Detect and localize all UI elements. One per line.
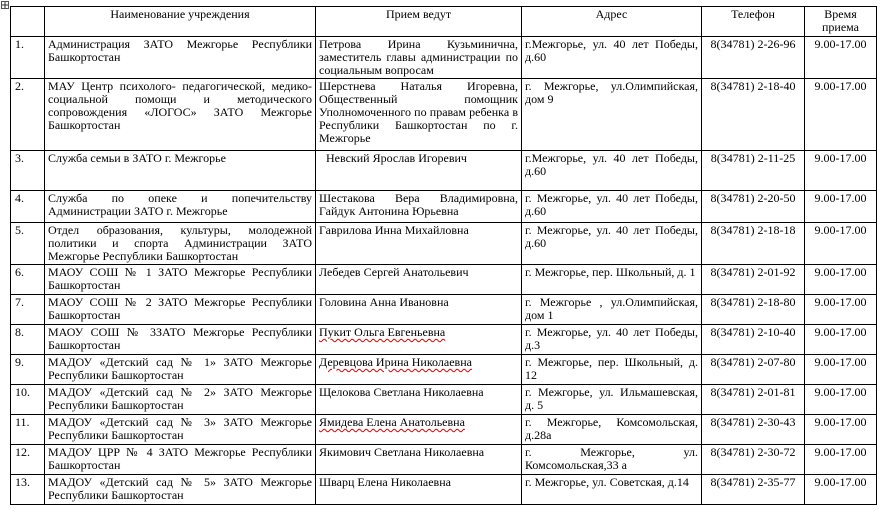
table-row — [11, 223, 877, 265]
row-num: 11. — [11, 415, 45, 445]
row-num: 5. — [11, 223, 45, 265]
row-person — [316, 325, 522, 355]
row-phone: 8(34781) 2-18-40 — [702, 79, 805, 151]
row-num: 3. — [11, 151, 45, 191]
person-name-text: Деревцова Ирина Николаевна — [319, 355, 472, 369]
row-person: Щелокова Светлана Николаевна — [316, 385, 522, 415]
header-num — [11, 7, 45, 37]
row-name: МАДОУ ЦРР № 4 ЗАТО Межгорье Республики Башкортостан — [45, 445, 316, 475]
row-name: МАОУ СОШ № 1 ЗАТО Межгорье Республики Башкортостан — [45, 265, 316, 295]
table-row — [11, 445, 877, 475]
row-num: 4. — [11, 191, 45, 223]
table-header-row — [11, 7, 877, 37]
row-person: Шварц Елена Николаевна — [316, 475, 522, 505]
table-row — [11, 151, 877, 191]
table-row — [11, 191, 877, 223]
row-phone: 8(34781) 2-30-43 — [702, 415, 805, 445]
row-time: 9.00-17.00 — [805, 79, 877, 151]
table-row — [11, 295, 877, 325]
table-row — [11, 79, 877, 151]
table-row — [11, 265, 877, 295]
row-time: 9.00-17.00 — [805, 295, 877, 325]
row-person: Шерстнева Наталья Игоревна, Общественный помощник Уполномоченного по правам ребенка в Республики Башкортостан по г. Межгорье — [316, 79, 522, 151]
row-phone: 8(34781) 2-20-50 — [702, 191, 805, 223]
row-address: г. Межгорье, пер. Школьный, д. 1 — [522, 265, 702, 295]
person-name-text: Пукит Ольга Евгеньевна — [319, 325, 446, 339]
row-name: Администрация ЗАТО Межгорье Республики Башкортостан — [45, 37, 316, 79]
row-time: 9.00-17.00 — [805, 355, 877, 385]
row-time: 9.00-17.00 — [805, 265, 877, 295]
row-address: г.Межгорье, ул. 40 лет Победы, д.60 — [522, 37, 702, 79]
row-person: Невский Ярослав Игоревич — [316, 151, 522, 191]
row-phone: 8(34781) 2-18-18 — [702, 223, 805, 265]
row-address: г. Межгорье, ул. Ильмашевская, д. 5 — [522, 385, 702, 415]
row-num: 9. — [11, 355, 45, 385]
row-num: 10. — [11, 385, 45, 415]
row-phone: 8(34781) 2-11-25 — [702, 151, 805, 191]
header-person: Прием ведут — [316, 7, 522, 37]
row-address: г. Межгорье, ул.Олимпийская, дом 9 — [522, 79, 702, 151]
row-address: г.Межгорье, ул. 40 лет Победы, д.60 — [522, 151, 702, 191]
header-address: Адрес — [522, 7, 702, 37]
row-phone: 8(34781) 2-07-80 — [702, 355, 805, 385]
row-name: МАДОУ «Детский сад № 5» ЗАТО Межгорье Республики Башкортостан — [45, 475, 316, 505]
table-row — [11, 325, 877, 355]
header-name: Наименование учреждения — [45, 7, 316, 37]
row-name: МАДОУ «Детский сад № 2» ЗАТО Межгорье Республики Башкортостан — [45, 385, 316, 415]
table-move-handle-icon[interactable] — [1, 1, 9, 9]
row-phone: 8(34781) 2-18-80 — [702, 295, 805, 325]
table-row — [11, 415, 877, 445]
row-address: г. Межгорье, ул. Комсомольская,33 а — [522, 445, 702, 475]
row-num: 13. — [11, 475, 45, 505]
row-time: 9.00-17.00 — [805, 445, 877, 475]
row-person: Гаврилова Инна Михайловна — [316, 223, 522, 265]
row-time: 9.00-17.00 — [805, 191, 877, 223]
row-name: МАОУ СОШ № 2 ЗАТО Межгорье Республики Башкортостан — [45, 295, 316, 325]
row-time: 9.00-17.00 — [805, 475, 877, 505]
row-name: МАДОУ «Детский сад № 3» ЗАТО Межгорье Республики Башкортостан — [45, 415, 316, 445]
row-num: 2. — [11, 79, 45, 151]
row-name: Служба семьи в ЗАТО г. Межгорье — [45, 151, 316, 191]
row-phone: 8(34781) 2-01-92 — [702, 265, 805, 295]
table-row — [11, 385, 877, 415]
row-person: Лебедев Сергей Анатольевич — [316, 265, 522, 295]
row-time: 9.00-17.00 — [805, 37, 877, 79]
row-person — [316, 415, 522, 445]
header-phone: Телефон — [702, 7, 805, 37]
row-address: г. Межгорье, ул. Советская, д.14 — [522, 475, 702, 505]
row-phone: 8(34781) 2-01-81 — [702, 385, 805, 415]
row-num: 6. — [11, 265, 45, 295]
row-time: 9.00-17.00 — [805, 415, 877, 445]
header-time: Время приема — [805, 7, 877, 37]
row-time: 9.00-17.00 — [805, 325, 877, 355]
row-time: 9.00-17.00 — [805, 223, 877, 265]
row-name: МАОУ СОШ № 3ЗАТО Межгорье Республики Башкортостан — [45, 325, 316, 355]
row-address: г. Межгорье, ул. 40 лет Победы, д.60 — [522, 191, 702, 223]
row-phone: 8(34781) 2-30-72 — [702, 445, 805, 475]
row-phone: 8(34781) 2-26-96 — [702, 37, 805, 79]
row-num: 8. — [11, 325, 45, 355]
row-person: Шестакова Вера Владимировна, Гайдук Антонина Юрьевна — [316, 191, 522, 223]
row-person: Якимович Светлана Николаевна — [316, 445, 522, 475]
row-address: г. Межгорье, пер. Школьный, д. 12 — [522, 355, 702, 385]
row-name: МАУ Центр психолого- педагогической, медико-социальной помощи и методического сопровождения «ЛОГОС» ЗАТО Межгорье Башкортостан — [45, 79, 316, 151]
table-row — [11, 355, 877, 385]
row-person: Головина Анна Ивановна — [316, 295, 522, 325]
row-phone: 8(34781) 2-10-40 — [702, 325, 805, 355]
table-row — [11, 37, 877, 79]
row-num: 1. — [11, 37, 45, 79]
row-phone: 8(34781) 2-35-77 — [702, 475, 805, 505]
row-address: г. Межгорье , ул.Олимпийская, дом 1 — [522, 295, 702, 325]
row-num: 7. — [11, 295, 45, 325]
person-name-text: Ямидева Елена Анатольевна — [319, 415, 465, 429]
table-row — [11, 475, 877, 505]
row-name: Отдел образования, культуры, молодежной политики и спорта Администрации ЗАТО Межгорье Республики Башкортостан — [45, 223, 316, 265]
reception-schedule-table — [10, 6, 877, 505]
row-num: 12. — [11, 445, 45, 475]
row-address: г. Межгорье, ул. 40 лет Победы, д.3 — [522, 325, 702, 355]
row-time: 9.00-17.00 — [805, 385, 877, 415]
row-address: г. Межгорье, Комсомольская, д.28а — [522, 415, 702, 445]
row-name: МАДОУ «Детский сад № 1» ЗАТО Межгорье Республики Башкортостан — [45, 355, 316, 385]
row-person: Петрова Ирина Кузьминична, заместитель главы администрации по социальным вопросам — [316, 37, 522, 79]
row-name: Служба по опеке и попечительству Администрации ЗАТО г. Межгорье — [45, 191, 316, 223]
row-address: г. Межгорье, ул. 40 лет Победы, д.60 — [522, 223, 702, 265]
row-time: 9.00-17.00 — [805, 151, 877, 191]
row-person — [316, 355, 522, 385]
